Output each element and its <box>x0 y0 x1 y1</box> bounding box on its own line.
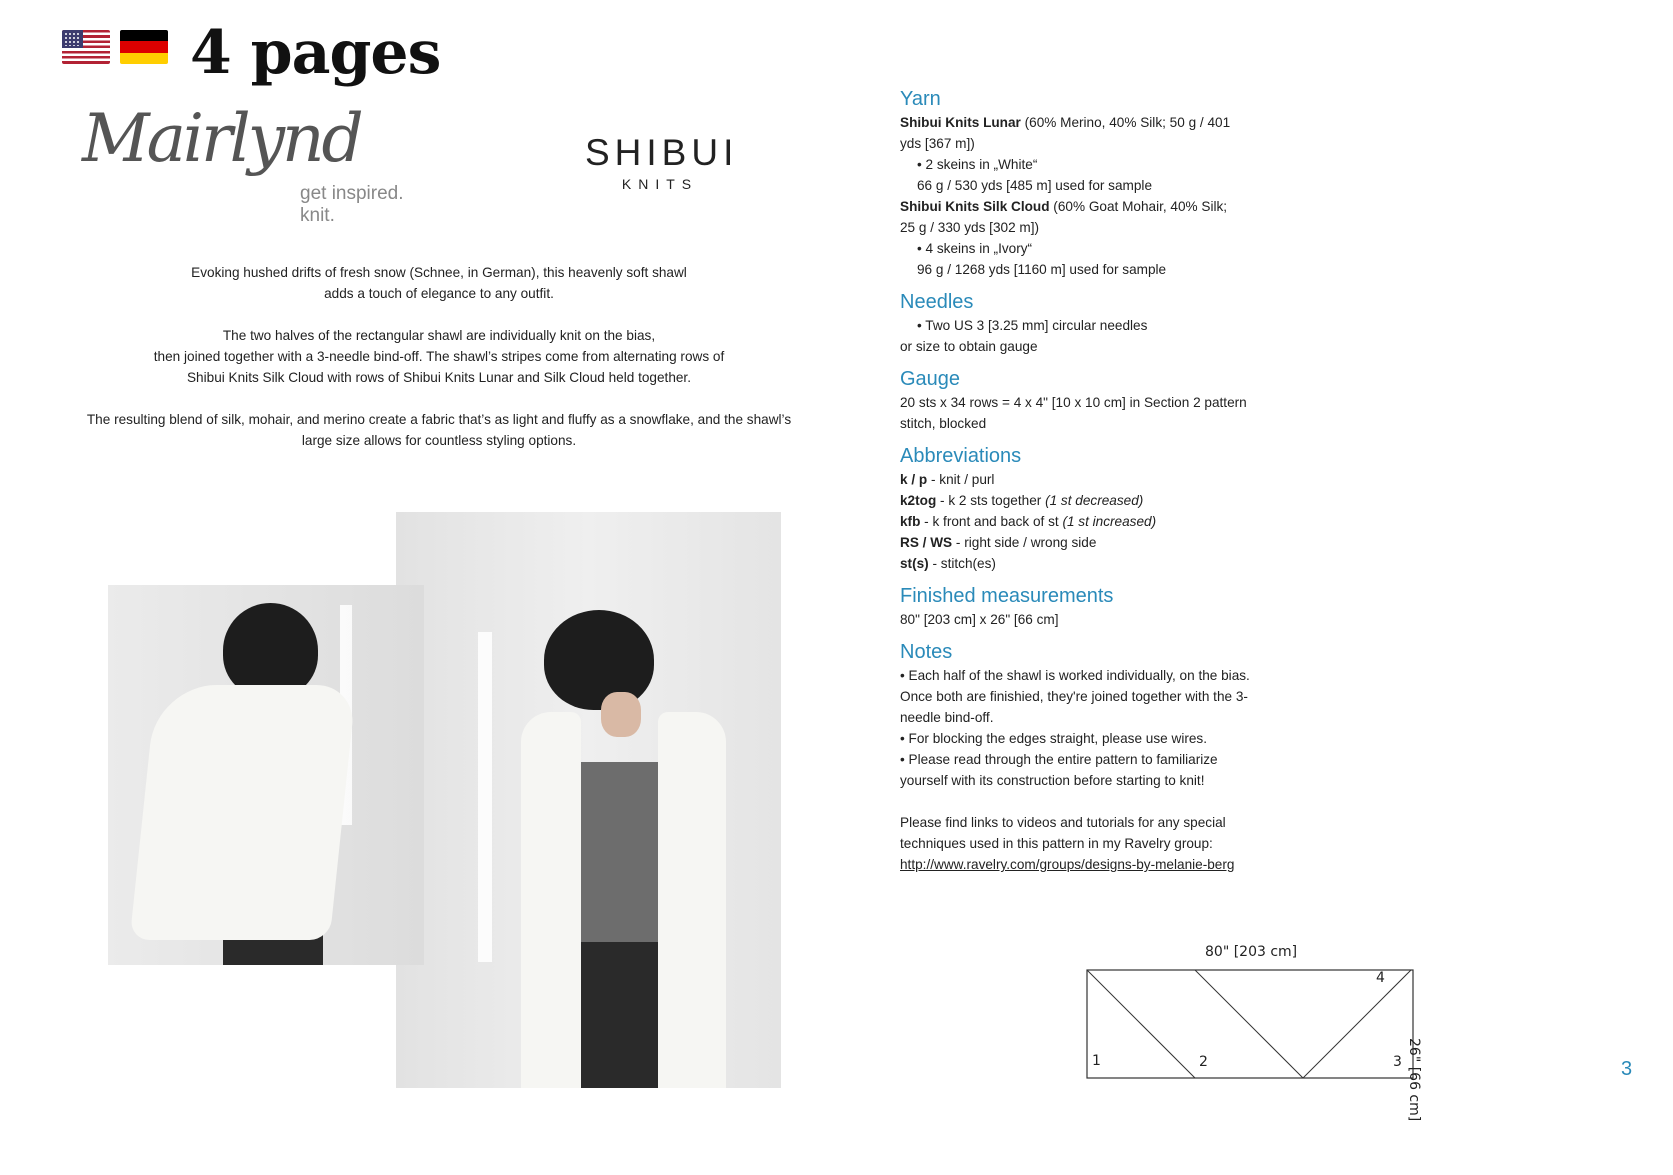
finished-measurements-section <box>900 583 1270 630</box>
model-photo-side <box>108 585 424 965</box>
yarn-silk-skeins: • 4 skeins in „Ivory“ <box>900 238 1270 259</box>
ravelry-group-link[interactable]: http://www.ravelry.com/groups/designs-by-melanie-berg <box>900 857 1235 872</box>
yarn-lunar: Shibui Knits Lunar (60% Merino, 40% Silk; 50 g / 401 <box>900 115 1231 130</box>
de-flag-icon <box>120 30 168 64</box>
abbreviation-item: kfb - k front and back of st (1 st increased) <box>900 514 1157 529</box>
shibui-logo <box>585 132 739 192</box>
abbreviations-section <box>900 443 1270 574</box>
page-number: 3 <box>1621 1058 1633 1080</box>
pattern-details <box>900 86 1270 884</box>
abbreviation-item: st(s) - stitch(es) <box>900 556 996 571</box>
yarn-lunar-used: 66 g / 530 yds [485 m] used for sample <box>917 178 1153 193</box>
yarn-silk-cloud: Shibui Knits Silk Cloud (60% Goat Mohair, 40% Silk; <box>900 199 1228 214</box>
us-flag-icon <box>62 30 110 64</box>
page-count-title: 4 pages <box>190 18 441 88</box>
schematic-label: 3 <box>1393 1054 1402 1070</box>
description-paragraph: Evoking hushed drifts of fresh snow (Schnee, in German), this heavenly soft shawl adds a touch of elegance to any outfit. <box>191 265 687 301</box>
mairlynd-tagline: get inspired. knit. <box>300 183 404 226</box>
abbreviation-item: k / p - knit / purl <box>900 472 995 487</box>
schematic-height-label: 26" [66 cm] <box>1406 1038 1422 1122</box>
yarn-section: Yarn Shibui Knits Lunar (60% Merino, 40% Silk; 50 g / 401 yds [367 m]) • 2 skeins in „White“ 66 g / 530 yds [485 m] used for sample Shibui Knits Silk Cloud (60% Goat Mohair, 40% Silk; 25 g / 330 yds [302 m]) • 4 skeins in „Ivory“ 96 g / 1268 yds [1160 m] used for sample <box>900 86 1270 280</box>
shibui-logo-name: SHIBUI <box>585 132 739 173</box>
gauge-heading: Gauge <box>900 368 961 390</box>
description-paragraph: The resulting blend of silk, mohair, and merino create a fabric that’s as light and fluffy as a snowflake, and the shawl’s large size allows for countless styling options. <box>86 412 792 448</box>
notes-heading: Notes <box>900 641 953 663</box>
finished-value: 80" [203 cm] x 26" [66 cm] <box>900 612 1059 627</box>
abbreviations-heading: Abbreviations <box>900 445 1022 467</box>
mairlynd-logo <box>82 100 442 226</box>
needles-section <box>900 289 1270 357</box>
gauge-section: Gauge 20 sts x 34 rows = 4 x 4" [10 x 10 cm] in Section 2 pattern stitch, blocked <box>900 366 1270 434</box>
language-flags <box>62 30 168 64</box>
notes-section: Notes • Each half of the shawl is worked individually, on the bias. Once both are finishied, they're joined together with the 3- needle bind-off. • For blocking the edges straight, please use wires. • Please read through the entire pattern to familiarize yourself with its construction before starting to knit! Please find links to videos and tutorials for any special techniques used in this pattern in my Ravelry group: http://www.ravelry.com/groups/designs-by-melanie-berg <box>900 639 1270 875</box>
pattern-description <box>80 262 798 472</box>
needles-heading: Needles <box>900 291 974 313</box>
abbreviation-item: RS / WS - right side / wrong side <box>900 535 1097 550</box>
schematic-label: 4 <box>1376 970 1385 986</box>
needles-item: • Two US 3 [3.25 mm] circular needles <box>900 315 1270 336</box>
yarn-heading: Yarn <box>900 88 941 110</box>
mairlynd-logo-script: Mairlynd <box>82 100 361 177</box>
schematic-width-label: 80" [203 cm] <box>1205 944 1298 960</box>
model-photo-front <box>396 512 781 1088</box>
needles-alt: or size to obtain gauge <box>900 339 1038 354</box>
shibui-logo-sub: KNITS <box>621 176 699 192</box>
schematic-label: 1 <box>1092 1053 1101 1069</box>
abbreviation-item: k2tog - k 2 sts together (1 st decreased) <box>900 493 1144 508</box>
schematic-label: 2 <box>1199 1054 1208 1070</box>
yarn-silk-used: 96 g / 1268 yds [1160 m] used for sample <box>917 262 1167 277</box>
shawl-schematic <box>1070 938 1450 1122</box>
yarn-lunar-skeins: • 2 skeins in „White“ <box>900 154 1270 175</box>
description-paragraph: The two halves of the rectangular shawl are individually knit on the bias, then joined together with a 3-needle bind-off. The shawl’s stripes come from alternating rows of Shibui Knits Silk Cloud with rows of Shibui Knits Lunar and Silk Cloud held together. <box>153 328 725 385</box>
finished-heading: Finished measurements <box>900 585 1114 607</box>
